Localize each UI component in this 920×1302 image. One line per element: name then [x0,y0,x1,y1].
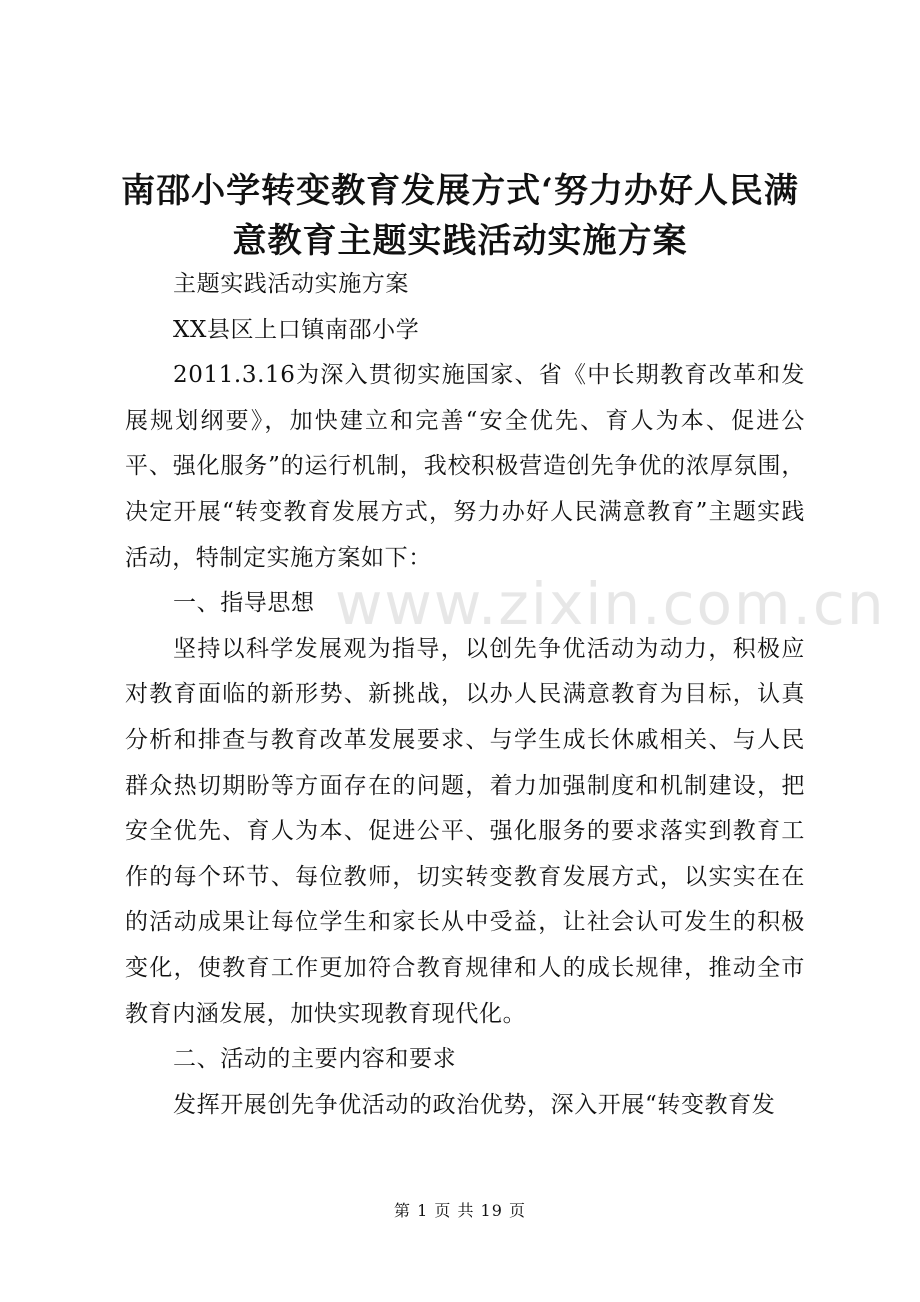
paragraph-content: 发挥开展创先争优活动的政治优势，深入开展“转变教育发 [173,1091,776,1118]
page-footer: 第 1 页 共 19 页 [394,1201,526,1220]
section-heading-2: 二、活动的主要内容和要求 [173,1046,457,1073]
paragraph-school: XX县区上口镇南邵小学 [173,316,420,343]
section-heading-1: 一、指导思想 [173,590,315,617]
paragraph-subtitle: 主题实践活动实施方案 [173,271,409,297]
paragraph-guiding-thought: 坚持以科学发展观为指导，以创先争优活动为动力，积极应对教育面临的新形势、新挑战，以办人民满意教育为目标，认真分析和排查与教育改革发展要求、与学生成长休戚相关、与人民群众热切期盼等方面存在的问题，着力加强制度和机制建设，把安全优先、育人为本、促进公平、强化服务的要求落实到教育工作的每个环节、每位教师，切实转变教育发展方式，以实实在在的活动成果让每位学生和家长从中受益，让社会认可发生的积极变化，使教育工作更加符合教育规律和人的成长规律，推动全市教育内涵发展，加快实现教育现代化。 [125,635,805,1027]
watermark: www.zixin.com.cn [335,570,886,638]
document-title: 南邵小学转变教育发展方式‘努力办好人民满意教育主题实践活动实施方案 [121,171,799,261]
paragraph-intro: 2011.3.16为深入贯彻实施国家、省《中长期教育改革和发展规划纲要》，加快建立和完善“安全优先、育人为本、促进公平、强化服务”的运行机制，我校积极营造创先争优的浓厚氛围，决定开展“转变教育发展方式，努力办好人民满意教育”主题实践活动，特制定实施方案如下： [125,362,805,571]
document-body [125,262,805,1128]
